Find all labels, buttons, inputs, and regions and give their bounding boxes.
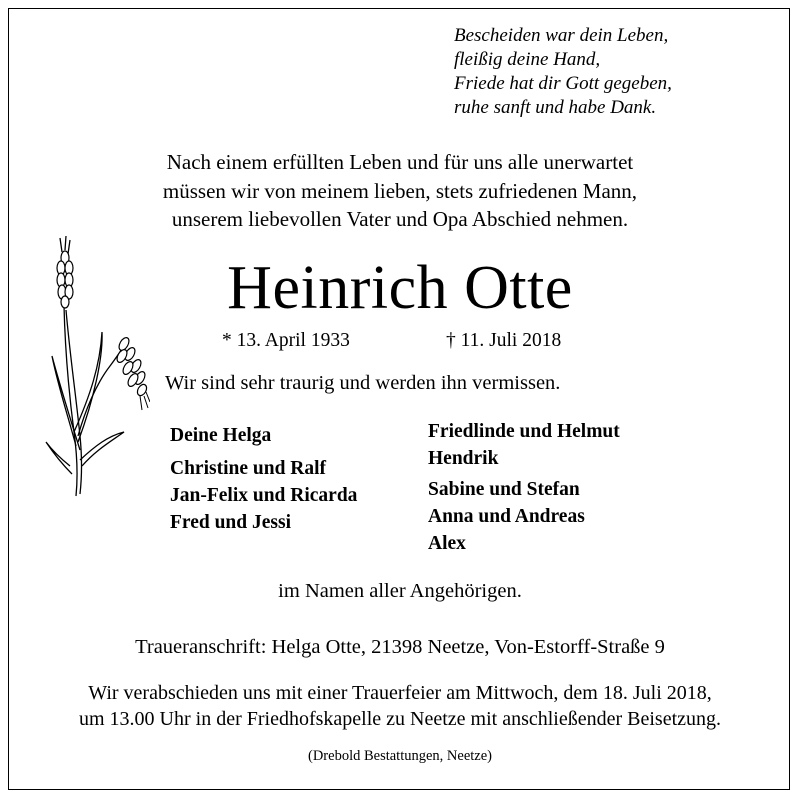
family-member: Friedlinde und Helmut xyxy=(428,421,620,442)
service-line: um 13.00 Uhr in der Friedhofskapelle zu Neetze mit anschließender Beisetzung. xyxy=(78,708,722,730)
undertaker-credit: (Drebold Bestattungen, Neetze) xyxy=(308,748,492,764)
poem-line: ruhe sanft und habe Dank. xyxy=(454,97,657,118)
deceased-name: Heinrich Otte xyxy=(227,254,573,322)
poem-line: Friede hat dir Gott gegeben, xyxy=(454,73,672,94)
funeral-service-info xyxy=(0,680,800,732)
on-behalf-line: im Namen aller Angehörigen. xyxy=(278,580,522,602)
family-member: Sabine und Stefan xyxy=(428,479,580,500)
poem-line: Bescheiden war dein Leben, xyxy=(454,25,669,46)
family-member: Christine und Ralf xyxy=(170,458,327,479)
death-date: † 11. Juli 2018 xyxy=(446,330,562,351)
intro-line: unserem liebevollen Vater und Opa Abschied nehmen. xyxy=(171,207,629,231)
family-right-column xyxy=(428,418,620,557)
family-member: Hendrik xyxy=(428,448,499,469)
poem-line: fleißig deine Hand, xyxy=(454,49,601,70)
family-member: Deine Helga xyxy=(170,425,272,446)
service-line: Wir verabschieden uns mit einer Trauerfeier am Mittwoch, dem 18. Juli 2018, xyxy=(88,682,712,704)
family-member: Fred und Jessi xyxy=(170,512,291,533)
mourning-address: Traueranschrift: Helga Otte, 21398 Neetze, Von-Estorff-Straße 9 xyxy=(135,636,665,658)
family-member: Alex xyxy=(428,533,466,554)
family-left-column xyxy=(170,422,357,536)
intro-line: Nach einem erfüllten Leben und für uns alle unerwartet xyxy=(166,150,634,174)
family-member: Anna und Andreas xyxy=(428,506,585,527)
mourning-line: Wir sind sehr traurig und werden ihn vermissen. xyxy=(165,372,561,394)
birth-date: * 13. April 1933 xyxy=(222,330,350,351)
intro-line: müssen wir von meinem lieben, stets zufriedenen Mann, xyxy=(162,178,638,203)
intro-text xyxy=(0,148,800,234)
poem xyxy=(454,24,672,120)
family-member: Jan-Felix und Ricarda xyxy=(170,485,358,506)
